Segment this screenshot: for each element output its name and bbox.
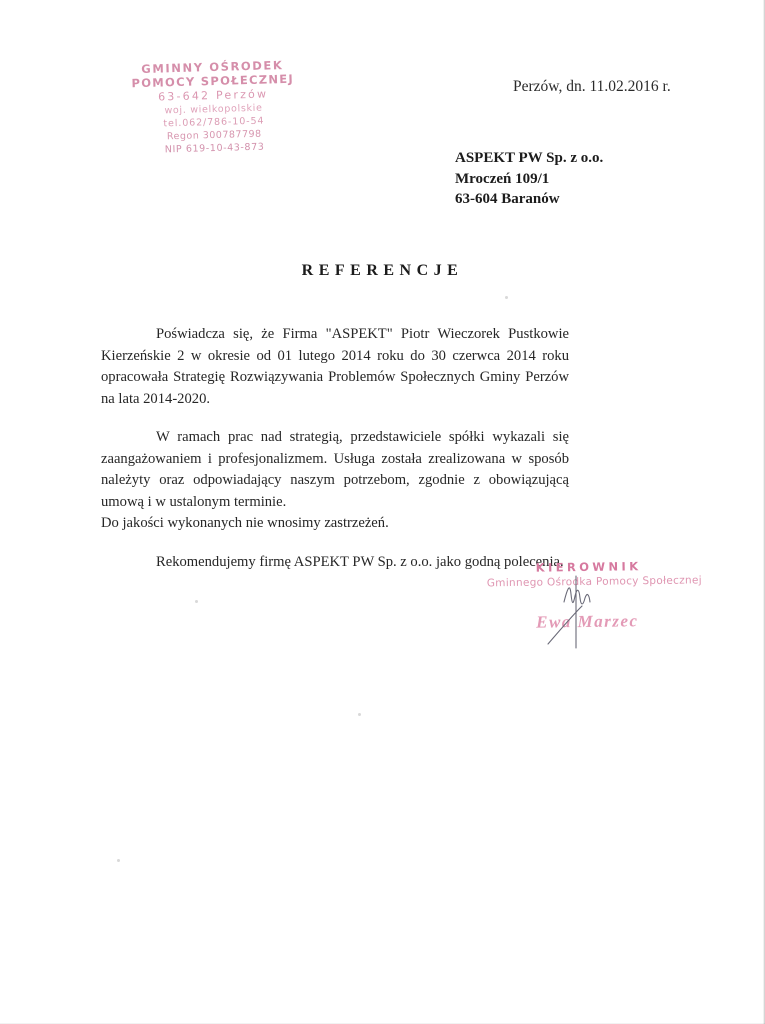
sender-office-stamp — [105, 57, 323, 158]
body-paragraph-2-extra: Do jakości wykonanych nie wnosimy zastrzeżeń. — [101, 515, 389, 531]
stamp-line-institution-2: POMOCY SPOŁECZNEJ — [131, 71, 295, 91]
document-body — [101, 324, 569, 573]
signature-stamp — [486, 559, 703, 634]
body-paragraph-3: Rekomendujemy firmę ASPEKT PW Sp. z o.o. jako godną polecenia. — [156, 553, 564, 570]
scan-speck — [358, 713, 361, 716]
signature-institution: Gminnego Ośrodka Pomocy Społecznej — [486, 574, 703, 590]
signature-name: Ewa Marzec — [536, 611, 639, 632]
recipient-address-block — [455, 148, 603, 210]
scan-speck — [505, 296, 508, 299]
recipient-city: 63-604 Baranów — [455, 191, 560, 207]
recipient-company: ASPEKT PW Sp. z o.o. — [455, 150, 604, 166]
body-paragraph-2 — [101, 427, 569, 535]
stamp-line-voivodeship: woj. wielkopolskie — [164, 102, 263, 117]
stamp-line-nip: NIP 619-10-43-873 — [164, 141, 265, 156]
stamp-line-address: 63-642 Perzów — [157, 87, 269, 104]
scan-speck — [195, 600, 198, 603]
date-line: Perzów, dn. 11.02.2016 r. — [513, 78, 671, 95]
signature-role: KIEROWNIK — [535, 559, 642, 575]
recipient-street: Mroczeń 109/1 — [455, 170, 550, 187]
body-paragraph-2-main: W ramach prac nad strategią, przedstawiciele spółki wykazali się zaangażowaniem i profesjonalizmem. Usługa została zrealizowana w sposób należyty oraz odpowiadający naszym potrzebom, zgodnie z obowiązującą umową i w ustalonym terminie. — [101, 429, 569, 510]
scan-speck — [117, 859, 120, 862]
stamp-line-institution-1: GMINNY OŚRODEK — [141, 58, 284, 76]
stamp-line-regon: Regon 300787798 — [166, 128, 262, 143]
page-title: REFERENCJE — [301, 262, 464, 279]
body-paragraph-1: Poświadcza się, że Firma "ASPEKT" Piotr Wieczorek Pustkowie Kierzeńskie 2 w okresie od 01 lutego 2014 roku do 30 czerwca 2014 roku opracowała Strategię Rozwiązywania Problemów Społecznych Gminy Perzów na lata 2014-2020. — [101, 326, 569, 407]
stamp-line-phone: tel.062/786-10-54 — [163, 115, 265, 130]
